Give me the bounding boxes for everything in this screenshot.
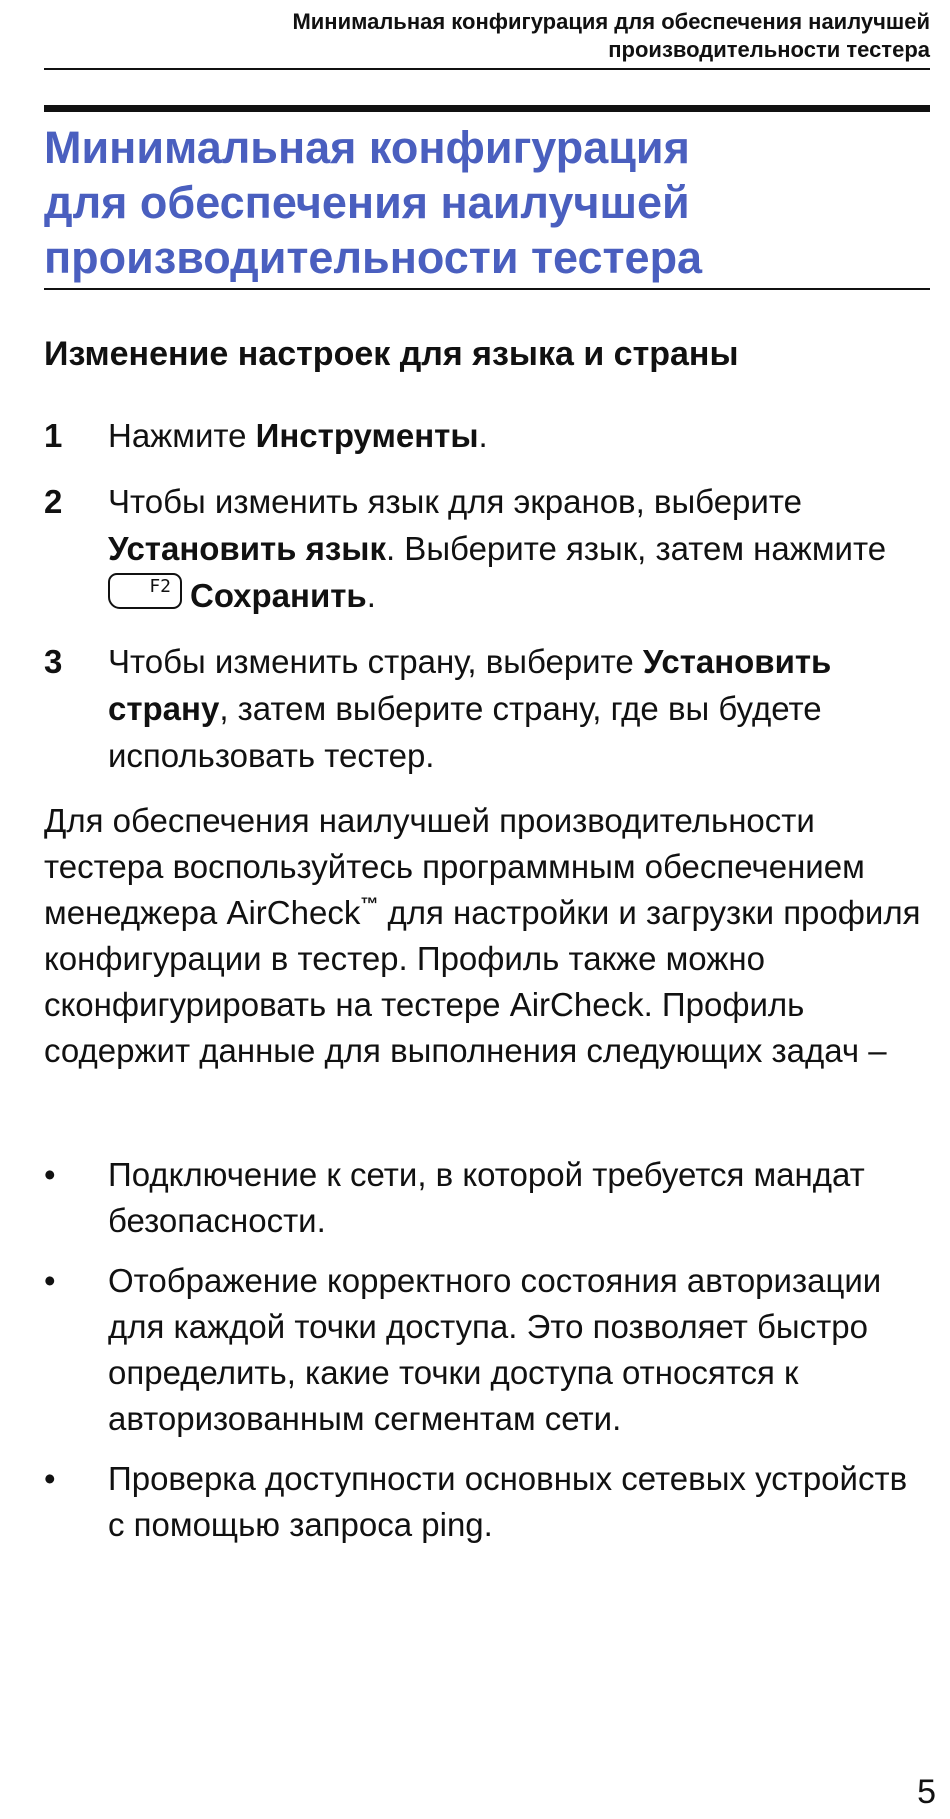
- step-number: 3: [44, 643, 63, 680]
- step-text: Чтобы изменить язык для экранов, выберите: [108, 483, 802, 520]
- chapter-title: [44, 120, 930, 285]
- bullet-icon: •: [44, 1262, 56, 1299]
- step-text: . Выберите язык, затем нажмите: [385, 530, 887, 567]
- bullet-list: [44, 1152, 930, 1562]
- step-text: Нажмите: [108, 417, 256, 454]
- step-2: [44, 478, 930, 619]
- list-item: [44, 1152, 930, 1244]
- chapter-title-line-1: Минимальная конфигурация: [44, 122, 690, 173]
- step-text: .: [478, 417, 488, 454]
- section-heading: Изменение настроек для языка и страны: [44, 335, 739, 373]
- bullet-icon: •: [44, 1460, 56, 1497]
- title-top-rule: [44, 105, 930, 112]
- bullet-icon: •: [44, 1156, 56, 1193]
- list-item-text: Отображение корректного состояния авторизации для каждой точки доступа. Это позволяет быстро определить, какие точки доступа относятся к авторизованным сегментам сети.: [108, 1262, 882, 1437]
- step-text: Чтобы изменить страну, выберите: [108, 643, 643, 680]
- page-number: 5: [917, 1773, 936, 1811]
- title-bottom-rule: [44, 288, 930, 290]
- running-header-line-2: производительности тестера: [608, 37, 930, 62]
- list-item: [44, 1258, 930, 1442]
- body-paragraph: [44, 798, 930, 1074]
- header-rule: [44, 68, 930, 70]
- step-text: .: [366, 577, 376, 614]
- list-item-text: Проверка доступности основных сетевых устройств с помощью запроса ping.: [108, 1460, 908, 1543]
- ui-term-set-language: Установить язык: [108, 530, 386, 567]
- trademark-symbol: ™: [360, 894, 379, 914]
- f2-key-icon: [108, 573, 182, 609]
- step-3: [44, 638, 930, 779]
- f2-key-label: F2: [149, 576, 171, 597]
- step-number: 2: [44, 483, 63, 520]
- paragraph-text: для настройки и загрузки профиля конфигурации в тестер. Профиль также можно сконфигурировать на тестере AirCheck. Профиль содержит данные для выполнения следующих задач –: [44, 894, 921, 1069]
- ui-term-set-country: Установить страну: [108, 643, 832, 727]
- paragraph-text: Для обеспечения наилучшей производительности тестера воспользуйтесь программным обеспечением менеджера AirCheck: [44, 802, 865, 931]
- ui-term-tools: Инструменты: [255, 417, 479, 454]
- steps-list: [44, 412, 930, 798]
- step-text: , затем выберите страну, где вы будете использовать тестер.: [108, 690, 822, 774]
- chapter-title-line-2: для обеспечения наилучшей: [44, 177, 690, 228]
- running-header: [44, 8, 930, 64]
- chapter-title-line-3: производительности тестера: [44, 232, 703, 283]
- ui-term-save: Сохранить: [190, 577, 367, 614]
- running-header-line-1: Минимальная конфигурация для обеспечения наилучшей: [292, 9, 930, 34]
- step-number: 1: [44, 417, 63, 454]
- list-item: [44, 1456, 930, 1548]
- step-1: [44, 412, 930, 459]
- list-item-text: Подключение к сети, в которой требуется мандат безопасности.: [108, 1156, 865, 1239]
